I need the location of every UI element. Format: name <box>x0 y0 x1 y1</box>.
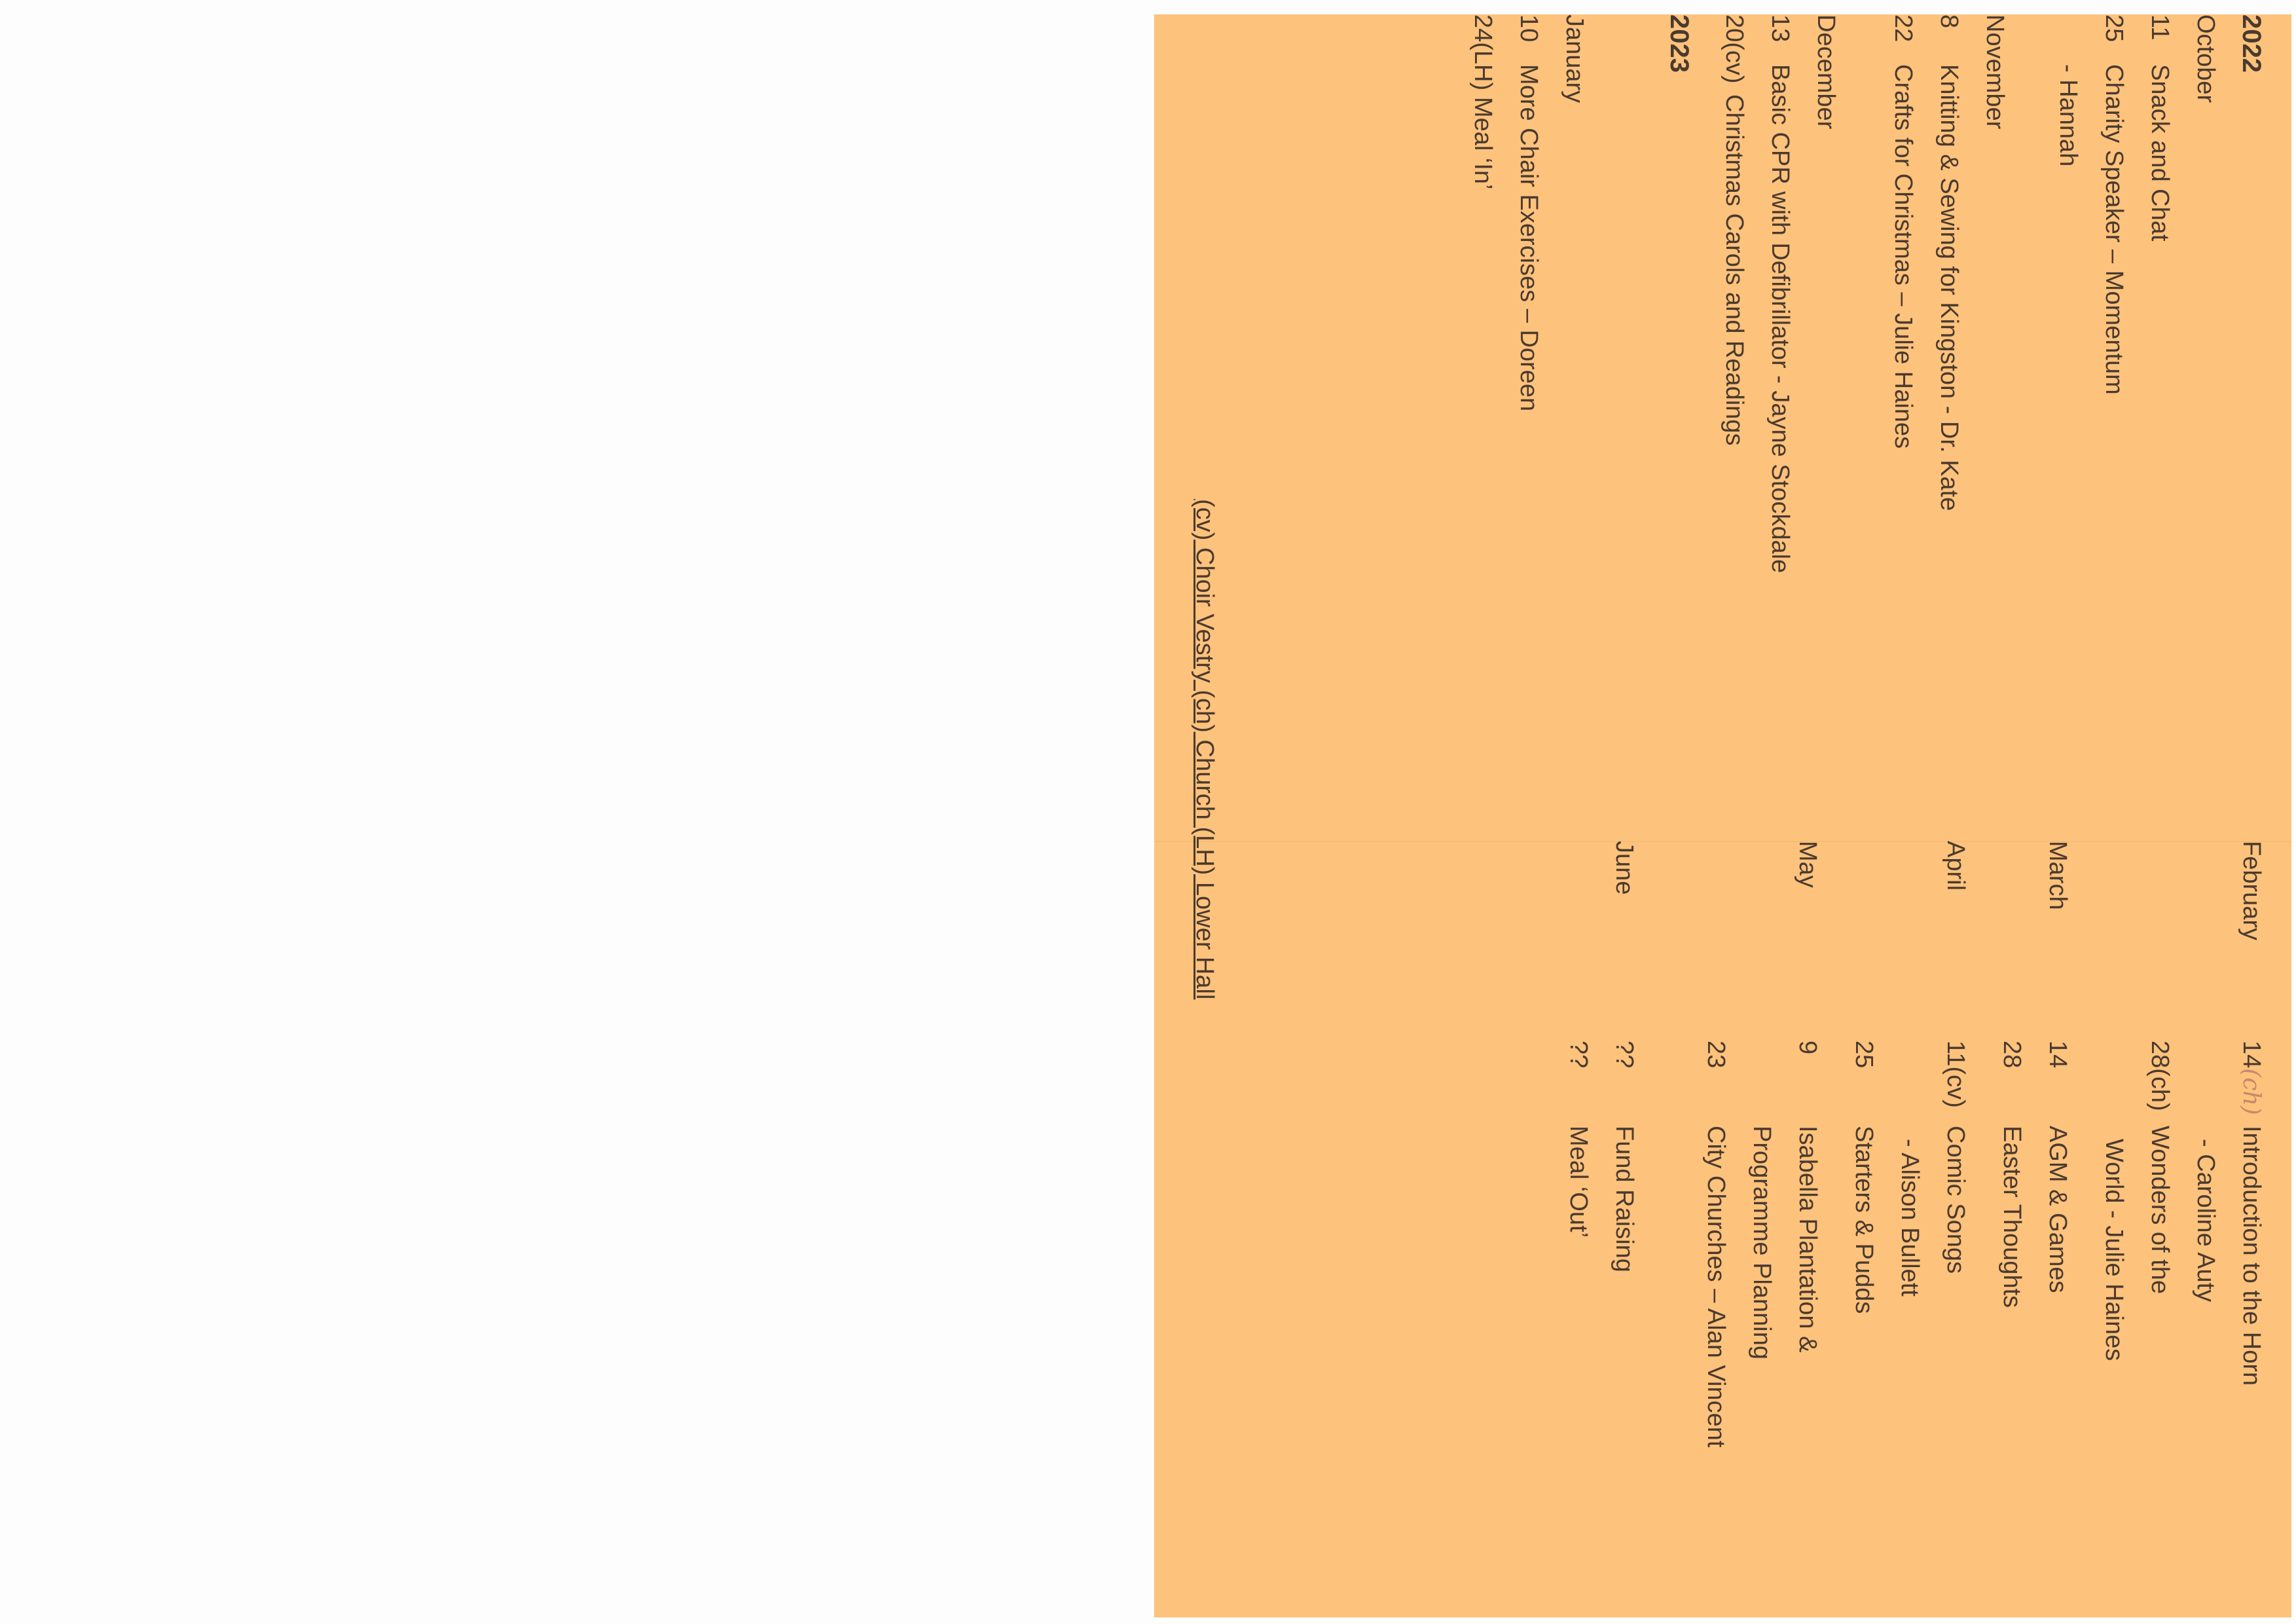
event-row <box>2035 841 2081 1614</box>
event-title: Snack and Chat <box>2146 64 2174 242</box>
event-day: 8 <box>1935 14 1963 29</box>
event-title: Wonders of the <box>2146 1126 2174 1295</box>
event-day: ?? <box>1565 1041 1592 1069</box>
event-row <box>2091 14 2137 800</box>
event-continuation-row <box>2091 841 2137 1614</box>
event-continuation: - Caroline Auty <box>2192 1139 2219 1302</box>
event-day: 14(ch) <box>2238 1041 2265 1115</box>
programme-card <box>1154 14 2291 1617</box>
left-panel <box>1154 14 2291 826</box>
event-continuation: Programme Planning <box>1748 1126 1776 1359</box>
event-day: 20(cv) <box>1721 14 1748 84</box>
venue-legend: (cv) Choir Vestry (ch) Church (LH) Lower Hall <box>1191 499 1218 1000</box>
event-title: Fund Raising <box>1611 1126 1638 1272</box>
event-row <box>1693 841 1739 1614</box>
month-january: January <box>1561 14 1588 103</box>
event-title: Charity Speaker – Momentum <box>2100 64 2128 395</box>
event-day: 28(ch) <box>2146 1041 2174 1111</box>
event-row <box>1841 841 1887 1614</box>
month-april: April <box>1942 841 1969 891</box>
event-title: Meal ‘Out’ <box>1565 1126 1592 1238</box>
month-may: May <box>1794 841 1821 888</box>
event-row <box>2137 14 2183 800</box>
event-continuation-row <box>1887 841 1933 1614</box>
event-day: 23 <box>1702 1041 1730 1069</box>
event-title: Meal ‘In’ <box>1469 97 1497 190</box>
event-row <box>1460 14 1506 800</box>
event-day: 22 <box>1889 14 1917 43</box>
event-row <box>1601 841 1647 1614</box>
month-february: February <box>2238 841 2265 941</box>
event-continuation-row <box>2183 841 2229 1614</box>
event-row <box>1711 14 1757 800</box>
event-row <box>2137 841 2183 1614</box>
event-row <box>1989 841 2035 1614</box>
event-day: 11 <box>2146 14 2174 41</box>
event-row <box>1506 14 1552 800</box>
event-title: AGM & Games <box>2044 1126 2071 1293</box>
event-day: 11(cv) <box>1942 1041 1969 1108</box>
event-day: 25 <box>1850 1041 1878 1069</box>
year-heading-2023: 2023 <box>1665 14 1694 73</box>
event-day: ?? <box>1611 1041 1638 1069</box>
event-row <box>2229 841 2274 1614</box>
event-row <box>1556 841 1601 1614</box>
event-continuation: - Hannah <box>2054 64 2082 167</box>
event-title: Christmas Carols and Readings <box>1721 94 1748 446</box>
event-row <box>1757 14 1803 800</box>
month-november: November <box>1981 14 2009 130</box>
handwritten-ch-annotation: (ch) <box>2238 1068 2265 1115</box>
card-content <box>1154 14 2291 1617</box>
event-day: 13 <box>1766 14 1794 43</box>
right-panel <box>1154 841 2291 1617</box>
month-december: December <box>1812 14 1840 130</box>
event-title: Starters & Pudds <box>1850 1126 1878 1314</box>
event-row <box>1926 14 1972 800</box>
event-title: Basic CPR with Defibrillator - Jayne Stockdale <box>1766 64 1794 574</box>
event-continuation: - Alison Bullett <box>1896 1139 1923 1297</box>
event-title: Knitting & Sewing for Kingston - Dr. Kate <box>1935 64 1963 511</box>
event-row <box>1933 841 1978 1614</box>
event-day: 25 <box>2100 14 2128 43</box>
month-june: June <box>1611 841 1638 895</box>
event-title: Introduction to the Horn <box>2238 1126 2265 1386</box>
year-heading-2022: 2022 <box>2237 14 2266 73</box>
month-march: March <box>2044 841 2071 910</box>
event-row <box>1785 841 1831 1614</box>
event-day: 9 <box>1794 1041 1821 1055</box>
event-title: City Churches – Alan Vincent <box>1702 1126 1730 1448</box>
event-day: 24(LH) <box>1469 14 1497 91</box>
event-title: Crafts for Christmas – Julie Haines <box>1889 64 1917 449</box>
event-continuation: World - Julie Haines <box>2100 1139 2128 1361</box>
event-row <box>1880 14 1926 800</box>
event-day: 28 <box>1998 1041 2026 1069</box>
event-title: Easter Thoughts <box>1998 1126 2026 1308</box>
event-day: 14 <box>2044 1041 2071 1069</box>
event-day: 10 <box>1515 14 1542 43</box>
event-title: More Chair Exercises – Doreen <box>1515 64 1542 412</box>
month-october: October <box>2192 14 2219 103</box>
event-title: Isabella Plantation & <box>1794 1126 1821 1353</box>
event-continuation-row <box>1739 841 1785 1614</box>
event-title: Comic Songs <box>1942 1126 1969 1274</box>
